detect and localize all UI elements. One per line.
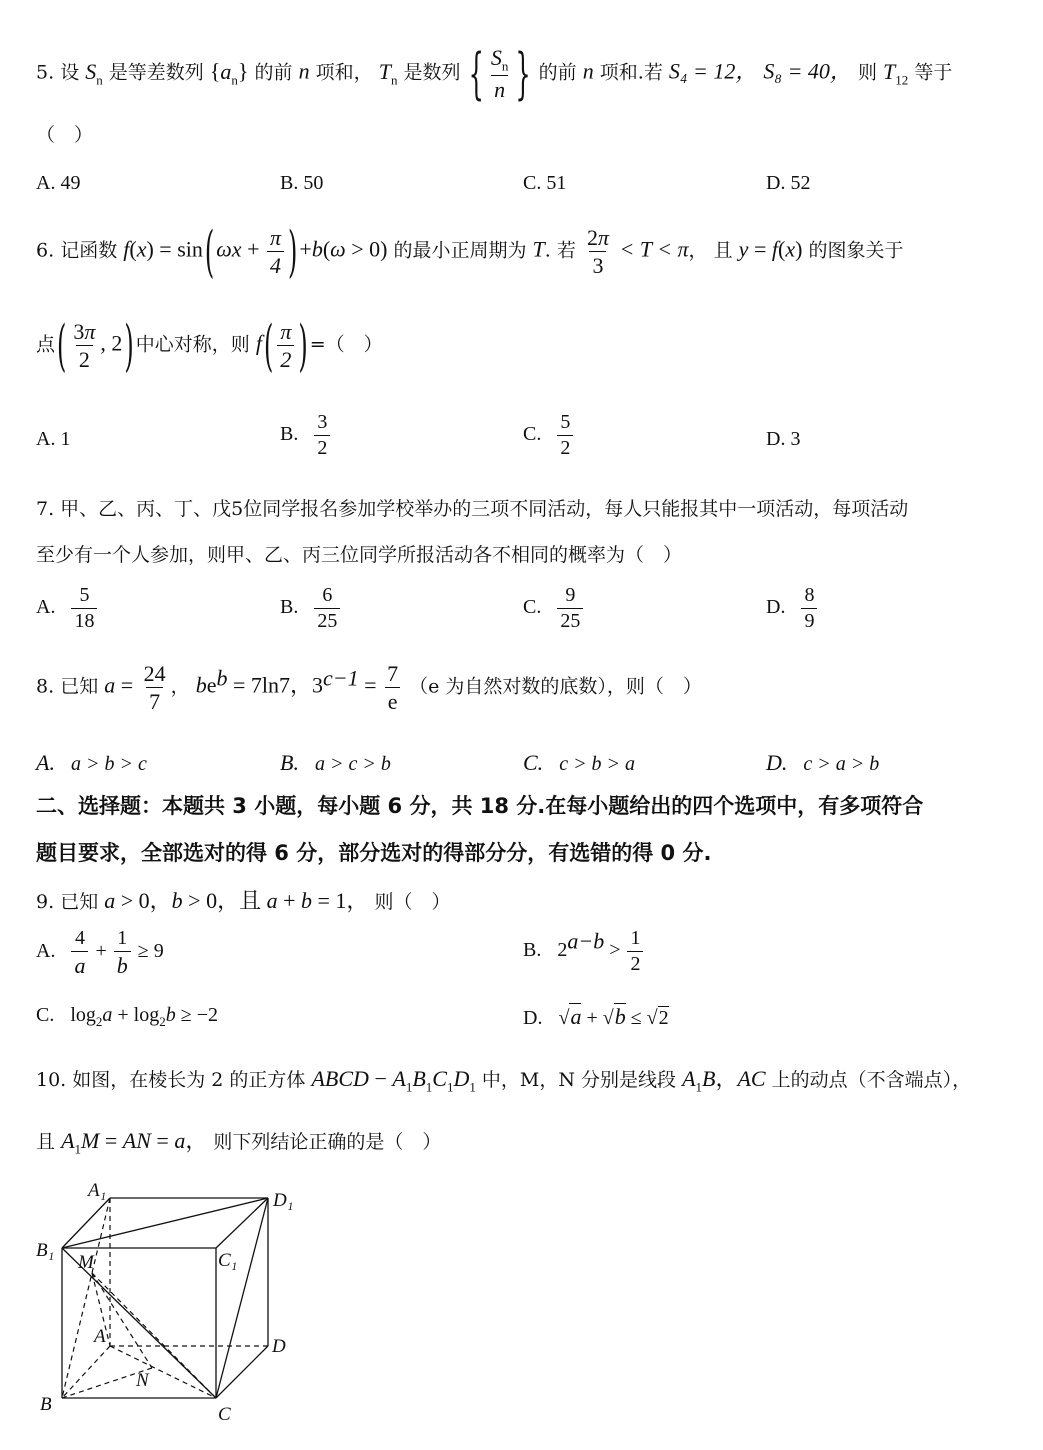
point-label-m: M [78,1252,94,1273]
vertex-label-a1: A₁ [88,1180,107,1201]
line-b1-d1 [62,1198,268,1248]
q6-option-c[interactable]: C. $\frac{5}{2}$ [523,412,575,459]
q5-line1: 5. 设 $S_n$ 是等差数列 $\{a_n\}$ 的前 n 项和， $T_n$ 是数列 { $\frac{S_n}{n}$ } 的前 n 项和.若 S₄ = 12， S₈ = 40， 则 $T_{12}$ 等于 [36,41,953,106]
q10-line2: 且 $A_1M$ = AN = a， 则下列结论正确的是（ ） [36,1128,442,1157]
q8-option-a[interactable]: A. a > b > c [36,750,147,775]
q5-cond-b: S₈ = 40， [763,58,852,84]
vertex-label-c1: C₁ [218,1250,238,1271]
line-a-c [110,1346,216,1398]
q7-line2: 至少有一个人参加，则甲、乙、丙三位同学所报活动各不相同的概率为（ ） [36,544,683,566]
edge-c-d [216,1346,268,1398]
line-c-d1 [216,1198,268,1398]
vertex-label-d1: D₁ [273,1190,294,1211]
q9-line1: 9. 已知 a > 0，b > 0，且 a + b = 1， 则（ ） [36,888,451,913]
line-m-n [92,1273,152,1368]
q10-line1: 10. 如图，在棱长为 2 的正方体 ABCD − $A_1B_1C_1D_1$ 中，M，N 分别是线段 $A_1B$，AC 上的动点（不含端点）， [36,1066,972,1095]
q6-line1: 6. 记函数 f(x) = sin(ωx + $\frac{\pi}{4}$ )+b(ω > 0) 的最小正周期为 T. 若 $\frac{2\pi}{3}$ < T < π， 且 y = f(x) 的图象关于 [36,219,904,284]
q9-option-c[interactable]: C. $\log_2a + \log_2b \ge -2$ [36,1004,219,1029]
vertex-label-b: B [40,1394,52,1415]
q7-option-d[interactable]: D. $\frac{8}{9}$ [766,585,819,632]
line-a1-b [62,1198,110,1398]
q5-option-c[interactable]: C. 51 [523,172,567,194]
q7-option-b[interactable]: B. $\frac{6}{25}$ [280,585,342,632]
q9-option-b[interactable]: B. $2^{a-b}$ > $\frac{1}{2}$ [523,928,645,975]
section2-heading-line2: 题目要求，全部选对的得 6 分，部分选对的得部分分，有选错的得 0 分. [36,841,712,865]
q6-line2: 点( $\frac{3\pi}{2}$ , 2) 中心对称，则 f( $\frac{\pi}{2}$ ) =（ ） [36,313,383,378]
edge-d1-c1 [216,1198,268,1248]
q9-option-d[interactable]: D. √a + √b ≤ √2 [523,1004,669,1029]
q7-option-a[interactable]: A. $\frac{5}{18}$ [36,585,99,632]
q5-option-a[interactable]: A. 49 [36,172,81,194]
q5-option-b[interactable]: B. 50 [280,172,324,194]
q7-option-c[interactable]: C. $\frac{9}{25}$ [523,585,585,632]
q8-line1: 8. 已知 a = $\frac{24}{7}$ ， $be^b = 7\ln 7$，$3^{c-1}$ = $\frac{7}{e}$ （e 为自然对数的底数），则（ ） [36,661,702,715]
vertex-label-a: A [94,1326,106,1347]
q8-option-d[interactable]: D. c > a > b [766,750,880,775]
vertex-label-b1: B₁ [36,1240,55,1261]
q8-option-c[interactable]: C. c > b > a [523,750,636,775]
q6-option-d[interactable]: D. 3 [766,428,801,450]
cube-figure [30,1180,330,1425]
q5-paren: （ ） [36,124,94,146]
q6-option-b[interactable]: B. $\frac{3}{2}$ [280,412,332,459]
q5-cond-a: S₄ = 12， [668,58,758,84]
edge-b1-a1 [62,1198,110,1248]
vertex-label-d: D [272,1336,286,1357]
vertex-label-c: C [218,1404,231,1425]
q5-option-d[interactable]: D. 52 [766,172,811,194]
q7-line1: 7. 甲、乙、丙、丁、戊5位同学报名参加学校举办的三项不同活动，每人只能报其中一项活动，每项活动 [36,498,909,520]
point-label-n: N [136,1370,149,1391]
hidden-edge-a-b [62,1346,110,1398]
section2-heading-line1: 二、选择题：本题共 3 小题，每小题 6 分，共 18 分.在每小题给出的四个选项中，有多项符合 [36,794,924,818]
q6-option-a[interactable]: A. 1 [36,428,71,450]
q8-option-b[interactable]: B. a > c > b [280,750,391,775]
q9-option-a[interactable]: A. $\frac{4}{a}$ + $\frac{1}{b}$ ≥ 9 [36,927,164,978]
